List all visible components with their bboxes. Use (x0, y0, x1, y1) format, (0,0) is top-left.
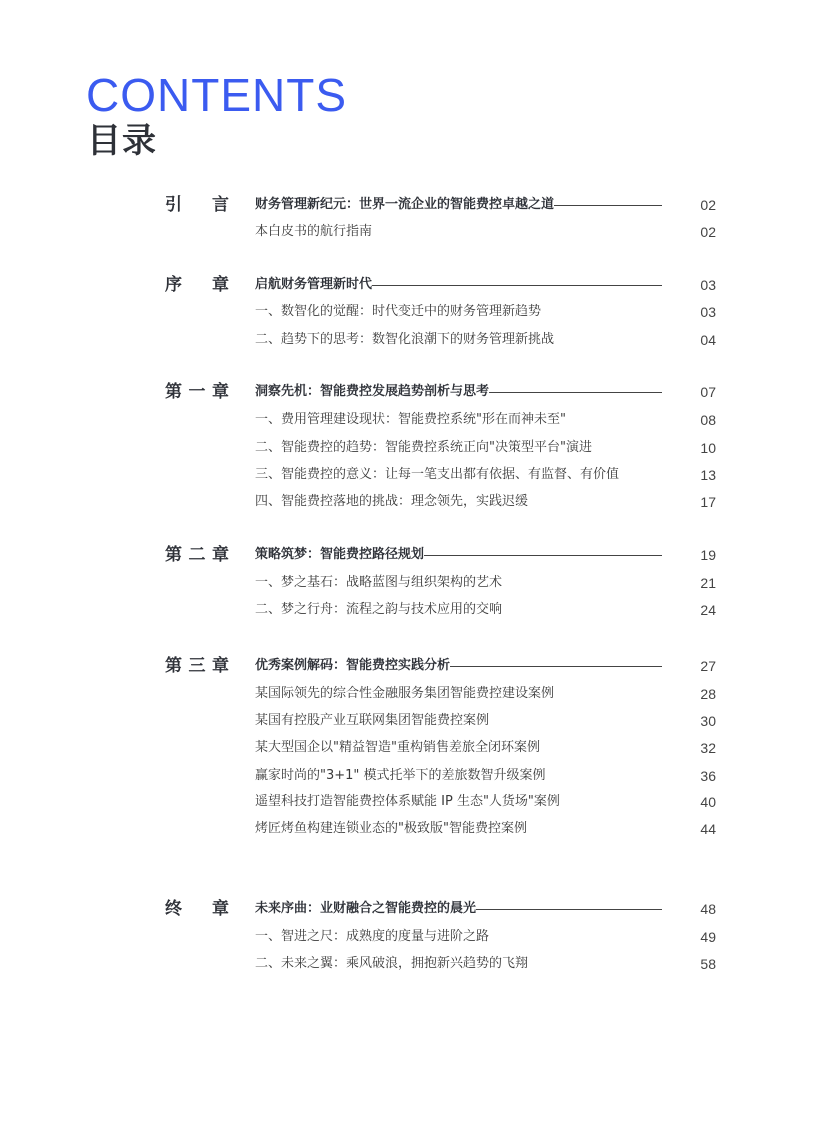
chapter-char: 引 (165, 195, 182, 215)
item-title: 二、梦之行舟：流程之韵与技术应用的交响 (255, 602, 503, 617)
chapter-char: 章 (212, 382, 229, 402)
chapter-char: 章 (212, 899, 229, 919)
chapter-title: 优秀案例解码：智能费控实践分析 (255, 658, 451, 673)
leader-line (424, 555, 662, 556)
contents-title-chinese: 目录 (87, 121, 157, 161)
page-number: 44 (700, 821, 716, 837)
chapter-char: 第 (165, 382, 182, 402)
toc-item[interactable] (255, 492, 716, 512)
toc-item[interactable] (255, 465, 716, 485)
item-title: 烤匠烤鱼构建连锁业态的"极致版"智能费控案例 (255, 821, 527, 836)
chapter-char: 二 (188, 545, 206, 565)
page-number: 36 (700, 768, 716, 784)
page-number: 32 (700, 740, 716, 756)
page-number: 02 (700, 224, 716, 240)
toc-chapter-entry[interactable] (255, 899, 716, 919)
page-number: 03 (700, 304, 716, 320)
page-number: 08 (700, 412, 716, 428)
chapter-char: 章 (212, 656, 229, 676)
page-number: 13 (700, 467, 716, 483)
chapter-char: 言 (212, 195, 229, 215)
chapter-title: 策略筑梦：智能费控路径规划 (255, 547, 425, 562)
toc-item[interactable] (255, 302, 716, 322)
toc-item[interactable] (255, 600, 716, 620)
toc-item[interactable] (255, 711, 716, 731)
chapter-char: 第 (165, 545, 182, 565)
toc-chapter-entry[interactable] (255, 382, 716, 402)
toc-item[interactable] (255, 684, 716, 704)
chapter-title: 启航财务管理新时代 (255, 277, 373, 292)
item-title: 一、梦之基石：战略蓝图与组织架构的艺术 (255, 575, 503, 590)
contents-title-english: CONTENTS (86, 69, 347, 121)
page-number: 58 (700, 956, 716, 972)
item-title: 某大型国企以"精益智造"重构销售差旅全闭环案例 (255, 740, 540, 755)
page-number: 17 (700, 494, 716, 510)
chapter-char: 序 (165, 275, 182, 295)
item-title: 赢家时尚的"3+1" 模式托举下的差旅数智升级案例 (255, 768, 546, 783)
page-number: 03 (700, 277, 716, 293)
leader-line (372, 285, 662, 286)
item-title: 一、智进之尺：成熟度的度量与进阶之路 (255, 929, 490, 944)
page-number: 19 (700, 547, 716, 563)
toc-item[interactable] (255, 738, 716, 758)
item-title: 二、智能费控的趋势：智能费控系统正向"决策型平台"演进 (255, 440, 592, 455)
toc-chapter-entry[interactable] (255, 656, 716, 676)
page-number: 49 (700, 929, 716, 945)
leader-line (450, 666, 662, 667)
chapter-title: 财务管理新纪元：世界一流企业的智能费控卓越之道 (255, 197, 555, 212)
leader-line (476, 909, 662, 910)
toc-item[interactable] (255, 792, 716, 812)
chapter-char: 一 (188, 382, 206, 402)
chapter-char: 终 (165, 899, 182, 919)
page-number: 30 (700, 713, 716, 729)
page-number: 27 (700, 658, 716, 674)
chapter-char: 章 (212, 545, 229, 565)
item-title: 二、趋势下的思考：数智化浪潮下的财务管理新挑战 (255, 332, 555, 347)
item-title: 二、未来之翼：乘风破浪，拥抱新兴趋势的飞翔 (255, 956, 529, 971)
chapter-label (165, 275, 229, 295)
item-title: 遥望科技打造智能费控体系赋能 IP 生态"人货场"案例 (255, 794, 560, 809)
page-number: 21 (700, 575, 716, 591)
leader-line (489, 392, 662, 393)
toc-item[interactable] (255, 222, 716, 242)
page-number: 04 (700, 332, 716, 348)
page-number: 02 (700, 197, 716, 213)
chapter-title: 未来序曲：业财融合之智能费控的晨光 (255, 901, 477, 916)
chapter-title: 洞察先机：智能费控发展趋势剖析与思考 (255, 384, 490, 399)
chapter-label (165, 656, 229, 676)
toc-chapter-entry[interactable] (255, 545, 716, 565)
chapter-label (165, 899, 229, 919)
toc-item[interactable] (255, 954, 716, 974)
toc-item[interactable] (255, 927, 716, 947)
leader-line (554, 205, 662, 206)
item-title: 四、智能费控落地的挑战：理念领先，实践迟缓 (255, 494, 529, 509)
item-title: 本白皮书的航行指南 (255, 224, 373, 239)
page-number: 48 (700, 901, 716, 917)
chapter-char: 章 (212, 275, 229, 295)
chapter-label (165, 195, 229, 215)
toc-item[interactable] (255, 330, 716, 350)
chapter-label (165, 382, 229, 402)
toc-item[interactable] (255, 410, 716, 430)
page-number: 28 (700, 686, 716, 702)
item-title: 某国有控股产业互联网集团智能费控案例 (255, 713, 490, 728)
chapter-char: 三 (188, 656, 206, 676)
toc-item[interactable] (255, 819, 716, 839)
chapter-label (165, 545, 229, 565)
toc-chapter-entry[interactable] (255, 275, 716, 295)
page-number: 10 (700, 440, 716, 456)
chapter-char: 第 (165, 656, 182, 676)
item-title: 三、智能费控的意义：让每一笔支出都有依据、有监督、有价值 (255, 467, 620, 482)
page-number: 24 (700, 602, 716, 618)
item-title: 某国际领先的综合性金融服务集团智能费控建设案例 (255, 686, 555, 701)
toc-item[interactable] (255, 766, 716, 786)
toc-chapter-entry[interactable] (255, 195, 716, 215)
page-number: 40 (700, 794, 716, 810)
page-number: 07 (700, 384, 716, 400)
toc-item[interactable] (255, 438, 716, 458)
toc-item[interactable] (255, 573, 716, 593)
item-title: 一、数智化的觉醒：时代变迁中的财务管理新趋势 (255, 304, 542, 319)
item-title: 一、费用管理建设现状：智能费控系统"形在而神未至" (255, 412, 566, 427)
